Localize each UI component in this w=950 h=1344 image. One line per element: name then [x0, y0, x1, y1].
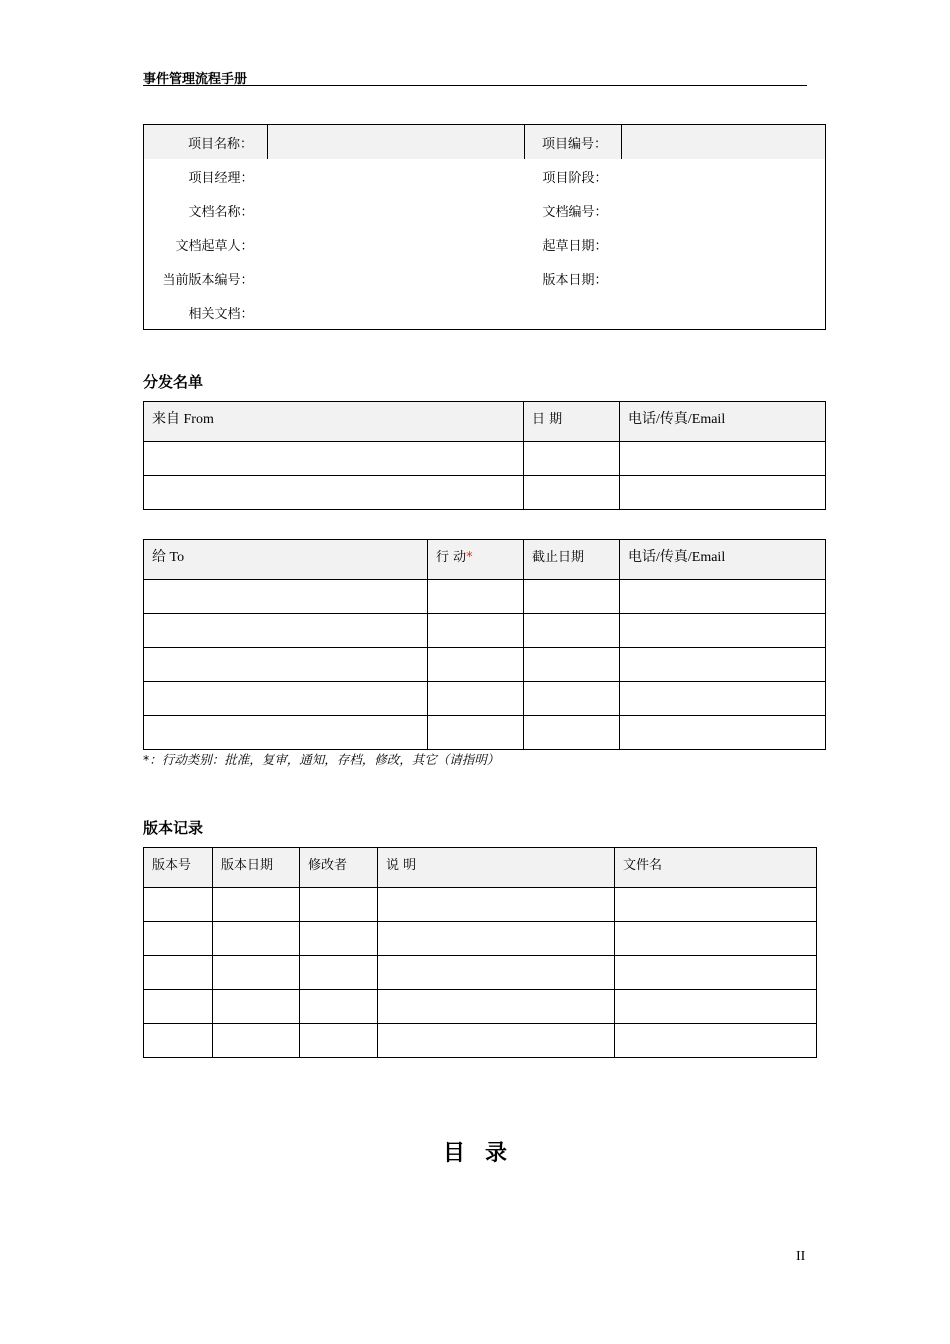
table-cell[interactable] — [615, 922, 817, 956]
column-header: 版本号 — [144, 848, 213, 888]
table-cell[interactable] — [378, 1024, 615, 1058]
project-info-row — [144, 125, 826, 160]
document-number-value[interactable] — [622, 193, 826, 227]
table-cell[interactable] — [615, 956, 817, 990]
field-label: 文档编号： — [542, 204, 608, 220]
field-label: 版本日期： — [542, 272, 608, 288]
table-cell[interactable] — [144, 648, 428, 682]
action-footnote-marker: * — [466, 550, 473, 565]
column-header: 电话/传真/Email — [620, 540, 826, 580]
field-label: 当前版本编号： — [162, 272, 254, 288]
column-header: 电话/传真/Email — [620, 402, 826, 442]
table-cell[interactable] — [428, 580, 524, 614]
table-cell[interactable] — [620, 716, 826, 750]
document-name-value[interactable] — [268, 193, 525, 227]
column-header: 版本日期 — [213, 848, 300, 888]
page-number: II — [796, 1249, 806, 1264]
table-cell[interactable] — [524, 648, 620, 682]
table-cell[interactable] — [378, 888, 615, 922]
table-header-row — [144, 540, 826, 580]
table-cell[interactable] — [428, 614, 524, 648]
table-cell[interactable] — [144, 442, 524, 476]
column-header: 截止日期 — [524, 540, 620, 580]
column-header: 说 明 — [378, 848, 615, 888]
table-cell[interactable] — [300, 990, 378, 1024]
table-row — [144, 682, 826, 716]
column-header: 文件名 — [615, 848, 817, 888]
column-header: 来自 From — [144, 402, 524, 442]
column-header — [428, 540, 524, 580]
field-label: 文档起草人： — [175, 238, 254, 254]
field-label — [525, 295, 622, 330]
field-label: 文档名称： — [188, 204, 254, 220]
table-row — [144, 476, 826, 510]
table-row — [144, 648, 826, 682]
table-row — [144, 922, 817, 956]
column-header: 日 期 — [524, 402, 620, 442]
table-cell[interactable] — [620, 614, 826, 648]
table-cell[interactable] — [213, 1024, 300, 1058]
version-date-value[interactable] — [622, 261, 826, 295]
table-cell[interactable] — [300, 922, 378, 956]
table-header-row — [144, 402, 826, 442]
field-label: 相关文档： — [188, 306, 254, 322]
table-cell[interactable] — [620, 580, 826, 614]
field-label: 起草日期： — [542, 238, 608, 254]
distribution-title: 分发名单 — [143, 373, 204, 391]
distribution-to-table — [143, 539, 826, 750]
column-header: 修改者 — [300, 848, 378, 888]
toc-heading: 目录 — [442, 1141, 527, 1166]
table-cell[interactable] — [615, 990, 817, 1024]
table-cell[interactable] — [620, 476, 826, 510]
table-cell[interactable] — [300, 1024, 378, 1058]
table-cell[interactable] — [428, 716, 524, 750]
table-cell[interactable] — [144, 1024, 213, 1058]
field-label: 项目编号： — [525, 125, 622, 160]
table-cell[interactable] — [620, 648, 826, 682]
table-cell[interactable] — [144, 580, 428, 614]
table-row — [144, 442, 826, 476]
header-divider — [143, 85, 807, 86]
table-cell[interactable] — [524, 682, 620, 716]
table-cell[interactable] — [428, 648, 524, 682]
draft-date-value[interactable] — [622, 227, 826, 261]
column-header: 给 To — [144, 540, 428, 580]
table-cell[interactable] — [378, 922, 615, 956]
project-info-row — [144, 159, 826, 193]
table-cell[interactable] — [524, 614, 620, 648]
table-cell[interactable] — [524, 442, 620, 476]
table-cell[interactable] — [300, 956, 378, 990]
table-cell[interactable] — [144, 990, 213, 1024]
field-label: 项目名称： — [144, 125, 268, 160]
table-cell[interactable] — [615, 888, 817, 922]
table-cell[interactable] — [144, 888, 213, 922]
table-cell[interactable] — [213, 956, 300, 990]
version-history-title: 版本记录 — [143, 819, 204, 837]
document-header-title: 事件管理流程手册 — [143, 72, 248, 87]
table-cell[interactable] — [524, 580, 620, 614]
table-row — [144, 888, 817, 922]
distribution-from-table — [143, 401, 826, 510]
table-cell[interactable] — [213, 888, 300, 922]
table-cell[interactable] — [144, 956, 213, 990]
table-cell[interactable] — [144, 614, 428, 648]
action-header-label: 行 动 — [436, 550, 467, 565]
related-docs-value[interactable] — [268, 295, 525, 330]
document-author-value[interactable] — [268, 227, 525, 261]
table-header-row — [144, 848, 817, 888]
table-cell[interactable] — [524, 476, 620, 510]
project-info-row — [144, 227, 826, 261]
table-row — [144, 580, 826, 614]
table-cell[interactable] — [615, 1024, 817, 1058]
project-info-row — [144, 261, 826, 295]
action-type-note: *：行动类别：批准，复审，通知，存档，修改，其它（请指明） — [143, 752, 500, 767]
table-cell[interactable] — [378, 956, 615, 990]
table-cell[interactable] — [524, 716, 620, 750]
project-phase-value[interactable] — [622, 159, 826, 193]
project-name-value[interactable] — [268, 125, 525, 160]
table-row — [144, 1024, 817, 1058]
empty-cell — [622, 295, 826, 330]
table-cell[interactable] — [300, 888, 378, 922]
table-cell[interactable] — [144, 682, 428, 716]
field-label: 项目阶段： — [542, 170, 608, 186]
version-history-table — [143, 847, 817, 1058]
table-cell[interactable] — [378, 990, 615, 1024]
table-cell[interactable] — [428, 682, 524, 716]
table-row — [144, 990, 817, 1024]
table-cell[interactable] — [144, 476, 524, 510]
table-cell[interactable] — [213, 990, 300, 1024]
project-number-value[interactable] — [622, 125, 826, 160]
table-row — [144, 716, 826, 750]
table-cell[interactable] — [144, 716, 428, 750]
table-row — [144, 956, 817, 990]
table-cell[interactable] — [213, 922, 300, 956]
project-info-row — [144, 193, 826, 227]
field-label: 项目经理： — [188, 170, 254, 186]
table-cell[interactable] — [144, 922, 213, 956]
table-cell[interactable] — [620, 682, 826, 716]
table-cell[interactable] — [620, 442, 826, 476]
table-row — [144, 614, 826, 648]
project-manager-value[interactable] — [268, 159, 525, 193]
current-version-value[interactable] — [268, 261, 525, 295]
project-info-table — [143, 124, 826, 330]
project-info-row — [144, 295, 826, 330]
